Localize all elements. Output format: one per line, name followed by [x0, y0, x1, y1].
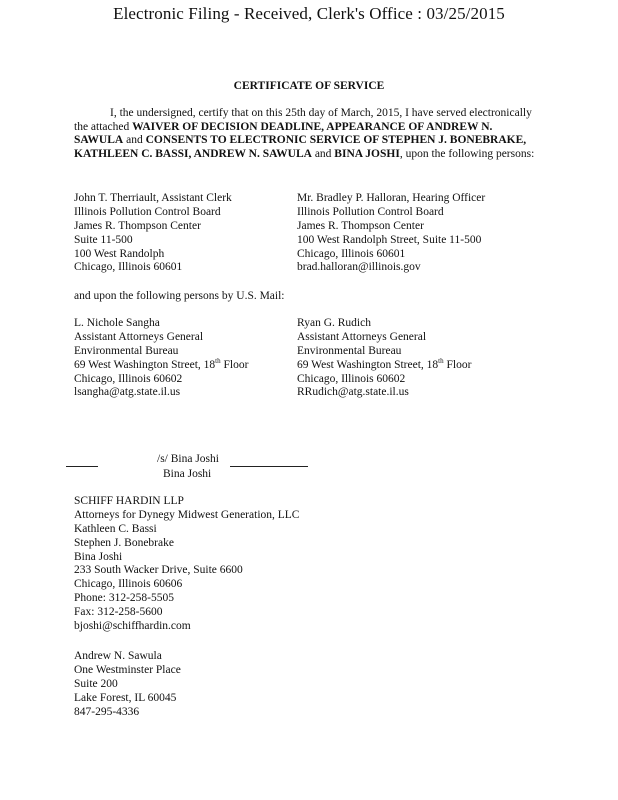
intro-text-4: , upon the following persons: [399, 147, 535, 160]
firm-block [74, 495, 299, 634]
firm-email: bjoshi@schiffhardin.com [74, 620, 191, 633]
intro-text-2: and [123, 134, 146, 147]
sawula-line: 847-295-4336 [74, 705, 140, 718]
address-street [297, 356, 472, 373]
ordinal-suffix: th [438, 356, 444, 365]
recipient-sangha [74, 317, 248, 400]
floor-text: Floor [220, 358, 249, 371]
firm-line: 233 South Wacker Drive, Suite 6600 [74, 564, 243, 577]
address-line: Assistant Attorneys General [297, 330, 427, 343]
signature-line-left [66, 466, 98, 467]
address-line: Assistant Attorneys General [74, 330, 204, 343]
sawula-block [74, 650, 181, 719]
address-line: Environmental Bureau [297, 344, 402, 357]
intro-bold-2: CONSENTS TO ELECTRONIC SERVICE OF STEPHEN J. BONEBRAKE, KATHLEEN C. BASSI, ANDREW N. SAWULA [74, 134, 527, 160]
address-line: Illinois Pollution Control Board [297, 205, 444, 218]
email-address: brad.halloran@illinois.gov [297, 261, 421, 274]
address-line: James R. Thompson Center [74, 219, 201, 232]
signer-name: Bina Joshi [163, 468, 212, 480]
recipient-hearing-officer [297, 192, 485, 275]
sawula-line: Lake Forest, IL 60045 [74, 691, 177, 704]
sawula-line: Andrew N. Sawula [74, 650, 162, 662]
signature-line-right [230, 466, 308, 467]
email-address: RRudich@atg.state.il.us [297, 386, 409, 399]
address-line: Chicago, Illinois 60602 [74, 372, 183, 385]
sawula-line: Suite 200 [74, 677, 118, 690]
floor-text: Floor [443, 358, 472, 371]
recipient-name: Ryan G. Rudich [297, 317, 371, 329]
address-line: James R. Thompson Center [297, 219, 424, 232]
address-line: Chicago, Illinois 60602 [297, 372, 406, 385]
intro-paragraph [74, 107, 544, 161]
mail-intro: and upon the following persons by U.S. Mail: [74, 290, 285, 302]
ordinal-suffix: th [215, 356, 221, 365]
intro-bold-3: BINA JOSHI [334, 147, 400, 160]
firm-line: Kathleen C. Bassi [74, 522, 157, 535]
address-line: John T. Therriault, Assistant Clerk [74, 192, 232, 204]
recipient-name: L. Nichole Sangha [74, 317, 160, 329]
address-line: Environmental Bureau [74, 344, 179, 357]
recipient-rudich [297, 317, 471, 400]
firm-fax: Fax: 312-258-5600 [74, 606, 163, 619]
firm-phone: Phone: 312-258-5505 [74, 592, 174, 605]
sawula-line: One Westminster Place [74, 663, 181, 676]
signature-slash: /s/ Bina Joshi [157, 453, 219, 465]
firm-line: Attorneys for Dynegy Midwest Generation, LLC [74, 508, 300, 521]
firm-line: Stephen J. Bonebrake [74, 536, 174, 549]
address-line: Chicago, Illinois 60601 [74, 261, 183, 274]
firm-line: Chicago, Illinois 60606 [74, 578, 183, 591]
intro-text-1: I, the undersigned, certify that on this 25th day of March, 2015, I have served electronically the attached [74, 107, 532, 133]
intro-text-3: and [311, 147, 335, 160]
email-address: lsangha@atg.state.il.us [74, 386, 181, 399]
firm-line: Bina Joshi [74, 550, 123, 563]
filing-stamp-header: Electronic Filing - Received, Clerk's Office : 03/25/2015 [113, 4, 505, 23]
address-line: 100 West Randolph [74, 247, 165, 260]
recipient-clerk [74, 192, 232, 275]
address-street [74, 356, 249, 373]
address-line: Suite 11-500 [74, 233, 133, 246]
document-title: CERTIFICATE OF SERVICE [233, 80, 385, 92]
street-text: 69 West Washington Street, 18 [74, 358, 216, 371]
intro-bold-1: WAIVER OF DECISION DEADLINE, APPEARANCE OF ANDREW N. SAWULA [74, 120, 493, 147]
street-text: 69 West Washington Street, 18 [297, 358, 439, 371]
address-line: 100 West Randolph Street, Suite 11-500 [297, 233, 482, 246]
address-line: Mr. Bradley P. Halloran, Hearing Officer [297, 192, 486, 204]
address-line: Illinois Pollution Control Board [74, 205, 221, 218]
firm-name: SCHIFF HARDIN LLP [74, 495, 184, 507]
address-line: Chicago, Illinois 60601 [297, 247, 406, 260]
